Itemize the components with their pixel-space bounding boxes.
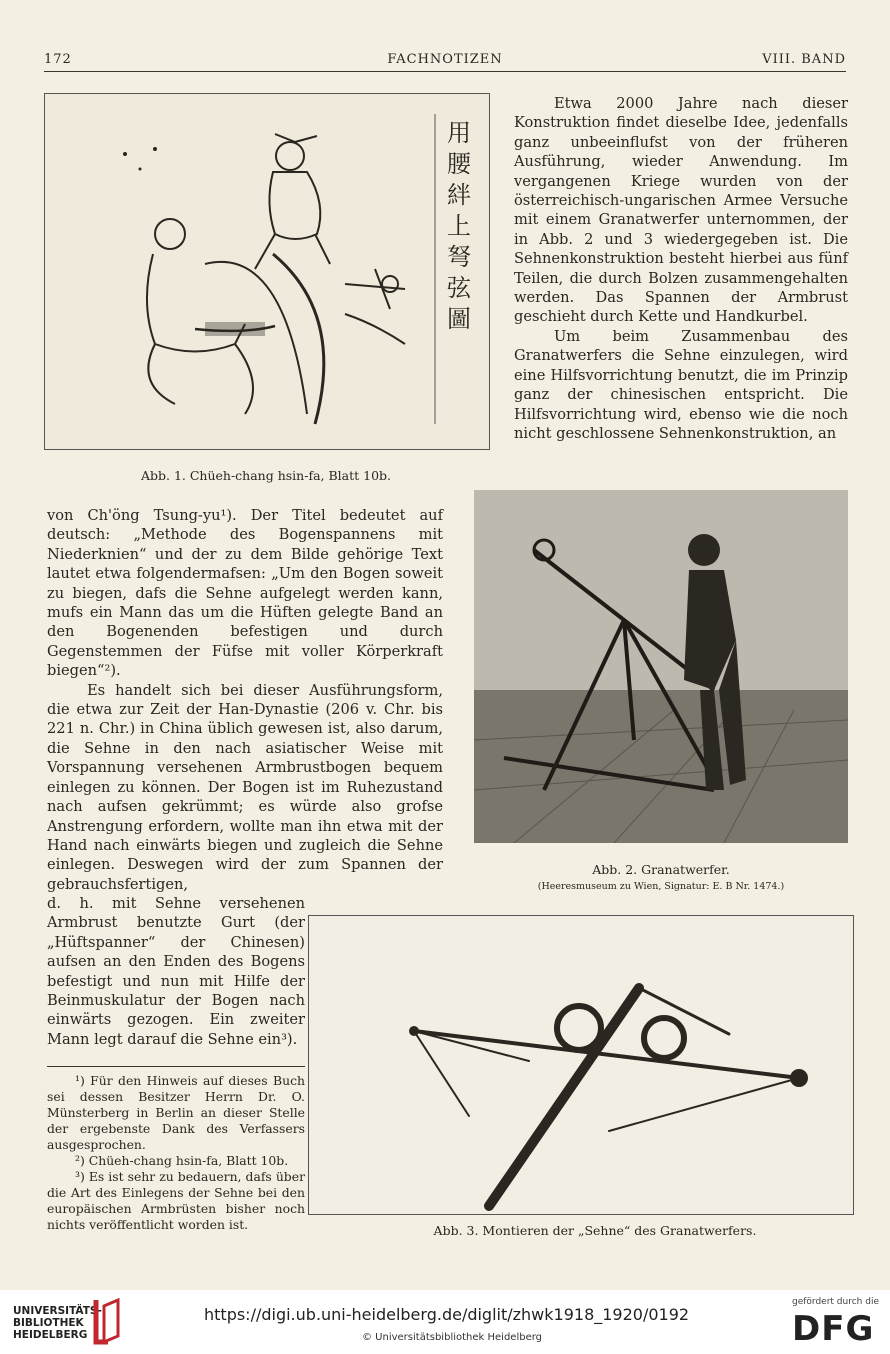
funder-label: gefördert durch die [792,1297,879,1307]
dfg-logo: DFG [792,1309,875,1349]
crossbow-photo [309,916,853,1214]
figure-3-photo [308,915,854,1215]
volume-label: VIII. BAND [762,52,846,67]
figure-3-caption: Abb. 3. Montieren der „Sehne“ des Granatwerfers. [433,1223,757,1238]
page-number: 172 [44,52,72,67]
copyright-notice: © Universitätsbibliothek Heidelberg [362,1332,543,1343]
chinese-inscription: 用 腰 絆 上 弩 弦 圖 [447,119,471,333]
library-name: UNIVERSITÄTS- BIBLIOTHEK HEIDELBERG [13,1305,102,1341]
right-paragraph-1: Etwa 2000 Jahre nach dieser Konstruktion findet dieselbe Idee, jedenfalls ganz unbeeinflufst von der früheren Ausführung, wieder Anwendung. Im vergangenen Kriege wurden von der österreichisch-ungarischen Armee Versuche mit einem Granatwerfer unternommen, der in Abb. 2 und 3 wiedergegeben ist. Die Sehnenkonstruktion besteht hierbei aus fünf Teilen, die durch Bolzen zusammengehalten werden. Das Spannen der Armbrust geschieht durch Kette und Handkurbel. [514,95,848,326]
figure-1-caption: Abb. 1. Chüeh-chang hsin-fa, Blatt 10b. [140,468,392,483]
footnote-3: ³) Es ist sehr zu bedauern, dafs über die Art des Einlegens der Sehne bei den europäischen Armbrüsten bisher noch nichts veröffentlicht worden ist. [47,1169,305,1232]
left-paragraph-2: Es handelt sich bei dieser Ausführungsform, die etwa zur Zeit der Han-Dynastie (206 v. Chr. bis 221 n. Chr.) in China üblich gewesen ist, also darum, die Sehne in den nach asiatischer Weise mit Vorspannung versehenen Armbrustbogen bequem einlegen zu können. Der Bogen ist im Ruhezustand nach aufsen gekrümmt; es würde also grofse Anstrengung erfordern, wollte man ihn etwa mit der Hand nach einwärts biegen und zugleich die Sehne einlegen. Deswegen wird der zum Spannen der gebrauchsfertigen, [47,681,443,893]
narrow-paragraph: d. h. mit Sehne versehenen Armbrust benutzte Gurt (der „Hüftspanner“ der Chinesen) aufsen an den Enden des Bogens befestigt und nun mit Hilfe der Beinmuskulatur der Bogen nach einwärts gezogen. Ein zweiter Mann legt darauf die Sehne ein³). [47,895,305,1048]
left-paragraph-1: von Ch'öng Tsung-yu¹). Der Titel bedeutet auf deutsch: „Methode des Bogenspannens mit Niederknien“ und der zu dem Bilde gehörige Text lautet etwa folgendermafsen: „Um den Bogen soweit zu biegen, dafs die Sehne aufgelegt werden kann, mufs ein Mann das um die Hüften gelegte Band an den Bogenenden befestigen und durch Gegenstemmen der Füfse mit voller Körperkraft biegen“²). [47,507,443,680]
narrow-column-text [47,894,305,1049]
figure-2-photo [474,490,848,843]
woodcut-illustration [45,94,489,449]
figure-2-source: (Heeresmuseum zu Wien, Signatur: E. B Nr. 1474.) [537,881,785,892]
footnote-1: ¹) Für den Hinweis auf dieses Buch sei dessen Besitzer Herrn Dr. O. Münsterberg in Berlin an dieser Stelle der ergebenste Dank des Verfassers ausgesprochen. [47,1073,305,1152]
footnotes [47,1073,305,1233]
header-rule [44,71,846,72]
footnote-2: ²) Chüeh-chang hsin-fa, Blatt 10b. [75,1153,289,1168]
figure-1-woodcut [44,93,490,450]
university-logo-icon [90,1296,126,1346]
left-column-text [47,506,443,894]
figure-2-caption: Abb. 2. Granatwerfer. [592,862,730,877]
footnote-rule [47,1066,305,1067]
granatwerfer-photo [474,490,848,843]
running-title: FACHNOTIZEN [387,52,503,67]
right-column-text [514,94,848,443]
right-paragraph-2: Um beim Zusammenbau des Granatwerfers die Sehne einzulegen, wird eine Hilfsvorrichtung benutzt, die im Prinzip ganz der chinesischen entspricht. Die Hilfsvorrichtung wird, ebenso wie die noch nicht geschlossene Sehnenkonstruktion, an [514,327,848,442]
document-url[interactable]: https://digi.ub.uni-heidelberg.de/diglit/zhwk1918_1920/0192 [204,1305,690,1324]
